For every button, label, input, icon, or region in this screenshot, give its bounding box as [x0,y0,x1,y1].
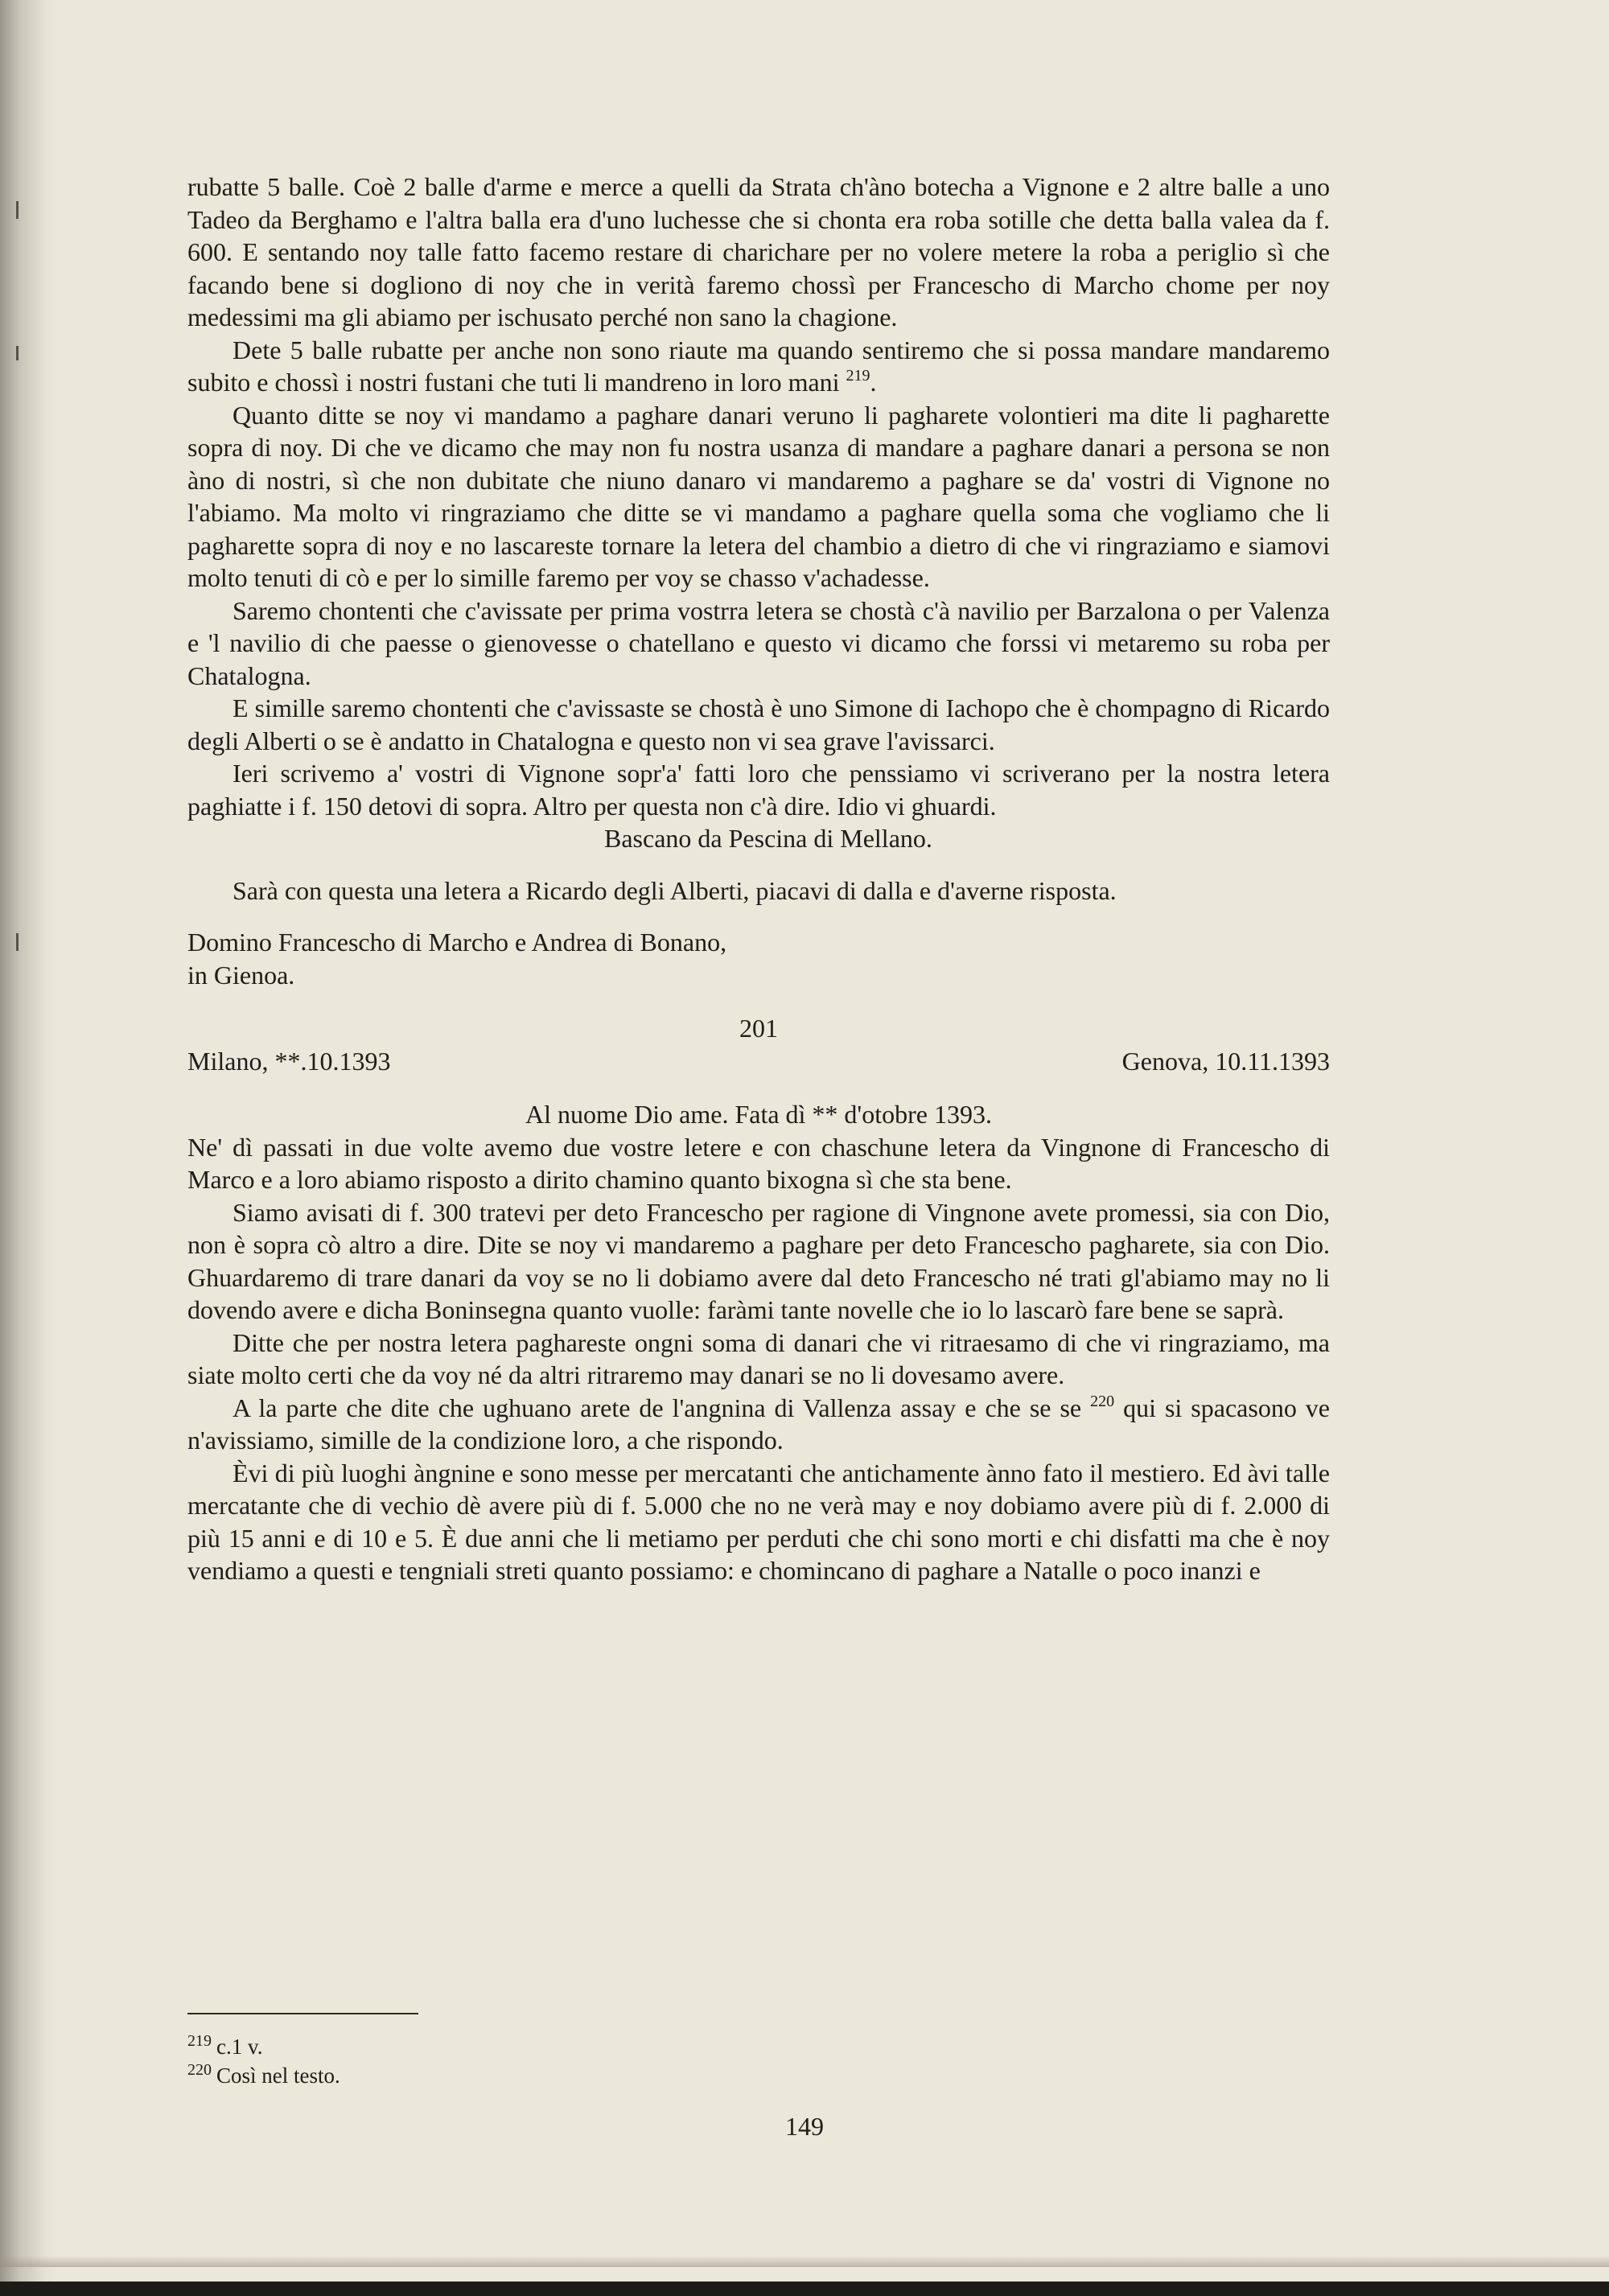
paragraph: Saremo chontenti che c'avissate per prima vostrra letera se chostà c'à navilio per Barzalona o per Valenza e 'l navilio di che paesse o gienovesse o chatellano e questo vi dicamo che forssi vi metaremo su roba per Chatalogna. [187,595,1330,690]
page-gutter [0,0,56,2282]
address-line: in Gienoa. [187,960,295,990]
postscript: Sarà con questa una letera a Ricardo degli Alberti, piacavi di dalla e d'averne risposta. [233,875,1117,905]
page-edge-shadow [0,2256,1609,2267]
paragraph: Dete 5 balle rubatte per anche non sono riaute ma quando sentiremo che si possa mandare mandaremo subito e chossì i nostri fustani che tuti li mandreno in loro mani $^{219}$. [187,335,1330,397]
paragraph: Ieri scrivemo a' vostri di Vignone sopr'a' fatti loro che penssiamo vi scriverano per la nostra letera paghiatte i f. 150 detovi di sopra. Altro per questa non c'à dire. Idio vi ghuardi. [187,759,1330,821]
signature: Bascano da Pescina di Mellano. [604,824,932,853]
paragraph: Siamo avisati di f. 300 tratevi per deto Francescho per ragione di Vingnone avete promessi, sia con Dio, non è sopra cò altro a dire. Dite se noy vi mandaremo a paghare per deto Francescho pagharete, sia con Dio. Ghuardaremo di trare danari da voy se no li dobiamo avere dal deto Francescho né trati gl'abiamo may no li dovendo avere e dicha Boninsegna quanto vuolle: faràmi tante novelle che io lo lascarò fare bene se saprà. [187,1197,1330,1324]
paragraph: E simille saremo chontenti che c'avissaste se chostà è uno Simone di Iachopo che è chompagno di Ricardo degli Alberti o se è andatto in Chatalogna e questo non vi sea grave l'avissarci. [187,693,1330,755]
origin-date: Milano, **.10.1393 [187,1046,391,1076]
footnotes [187,2013,1330,2090]
letter-number: 201 [739,1014,778,1043]
gutter-mark [16,201,19,219]
address-line: Domino Francescho di Marcho e Andrea di Bonano, [187,928,727,957]
arrival-date: Genova, 10.11.1393 [1121,1046,1330,1076]
footnote-ref: 220 [1090,1392,1115,1410]
page-number: 149 [785,2112,824,2141]
paragraph: Ne' dì passati in due volte avemo due vostre letere e con chaschune letera da Vingnone di Francescho di Marco e a loro abiamo risposto a dirito chamino quanto bixogna sì che sta bene. [187,1132,1330,1194]
main-text [187,171,1330,1587]
salutation: Al nuome Dio ame. Fata dì ** d'otobre 1393. [525,1100,992,1129]
letter-dateline [187,1045,1330,1078]
paragraph: rubatte 5 balle. Coè 2 balle d'arme e merce a quelli da Strata ch'àno botecha a Vignone e 2 altre balle a uno Tadeo da Berghamo e l'altra balla era d'uno luchesse che si chonta era roba sotille che detta balla valea da f. 600. E sentando noy talle fatto facemo restare di charichare per no volere metere la roba a periglio sì che facando bene si dogliono di noy che in verità faremo chossì per Francescho di Marcho chome per noy medessimi ma gli abiamo per ischusato perché non sano la chagione. [187,172,1330,331]
paragraph: A la parte che dite che ughuano arete de l'angnina di Vallenza assay e che se se $^{220}$ qui si spacasono ve n'avissiamo, simille de la condizione loro, a che rispondo. [187,1392,1331,1455]
paragraph: Èvi di più luoghi àngnine e sono messe per mercatanti che antichamente ànno fato il mestiero. Ed àvi talle mercatante che di vechio dè avere più di f. 5.000 che no ne verà may e noy dobiamo avere più di f. 2.000 di più 15 anni e di 10 e 5. È due anni che li metiamo per perduti che chi sono morti e chi disfatti ma che è noy vendiamo a questi e tengniali streti quanto possiamo: e chomincano di paghare a Natalle o poco inanzi e [187,1458,1330,1585]
gutter-mark [16,346,19,360]
paragraph: Ditte che per nostra letera pagharestе ongni soma di danari che vi ritraesamo di che vi ringraziamo, ma siate molto certi che da voy né da altri ritraremo may danari se no li dovesamo avere. [187,1327,1330,1389]
footnote-divider [187,2013,418,2014]
gutter-mark [16,933,19,951]
paragraph: Quanto ditte se noy vi mandamo a paghare danari veruno li pagharete volontieri ma dite li pagharette sopra di noy. Di che ve dicamo che may non fu nostra usanza di mandare a paghare danari a persona se non àno di nostri, sì che non dubitate che niuno danaro vi mandaremo a paghare se da' vostri di Vignone no l'abiamo. Ma molto vi ringraziamo che ditte se vi mandamo a paghare quella soma che vogliamo che li pagharette sopra di noy e no lascareste tornare la letera del chambio a dietro di che vi ringraziamo e siamovi molto tenuti di cò e per lo simille faremo per voy se chasso v'achadesse. [187,400,1330,592]
footnote-ref: 219 [846,367,870,385]
footnote: $^{220}$ Così nel testo. [187,2061,340,2088]
footnote: $^{219}$ c.1 v. [187,2032,263,2059]
